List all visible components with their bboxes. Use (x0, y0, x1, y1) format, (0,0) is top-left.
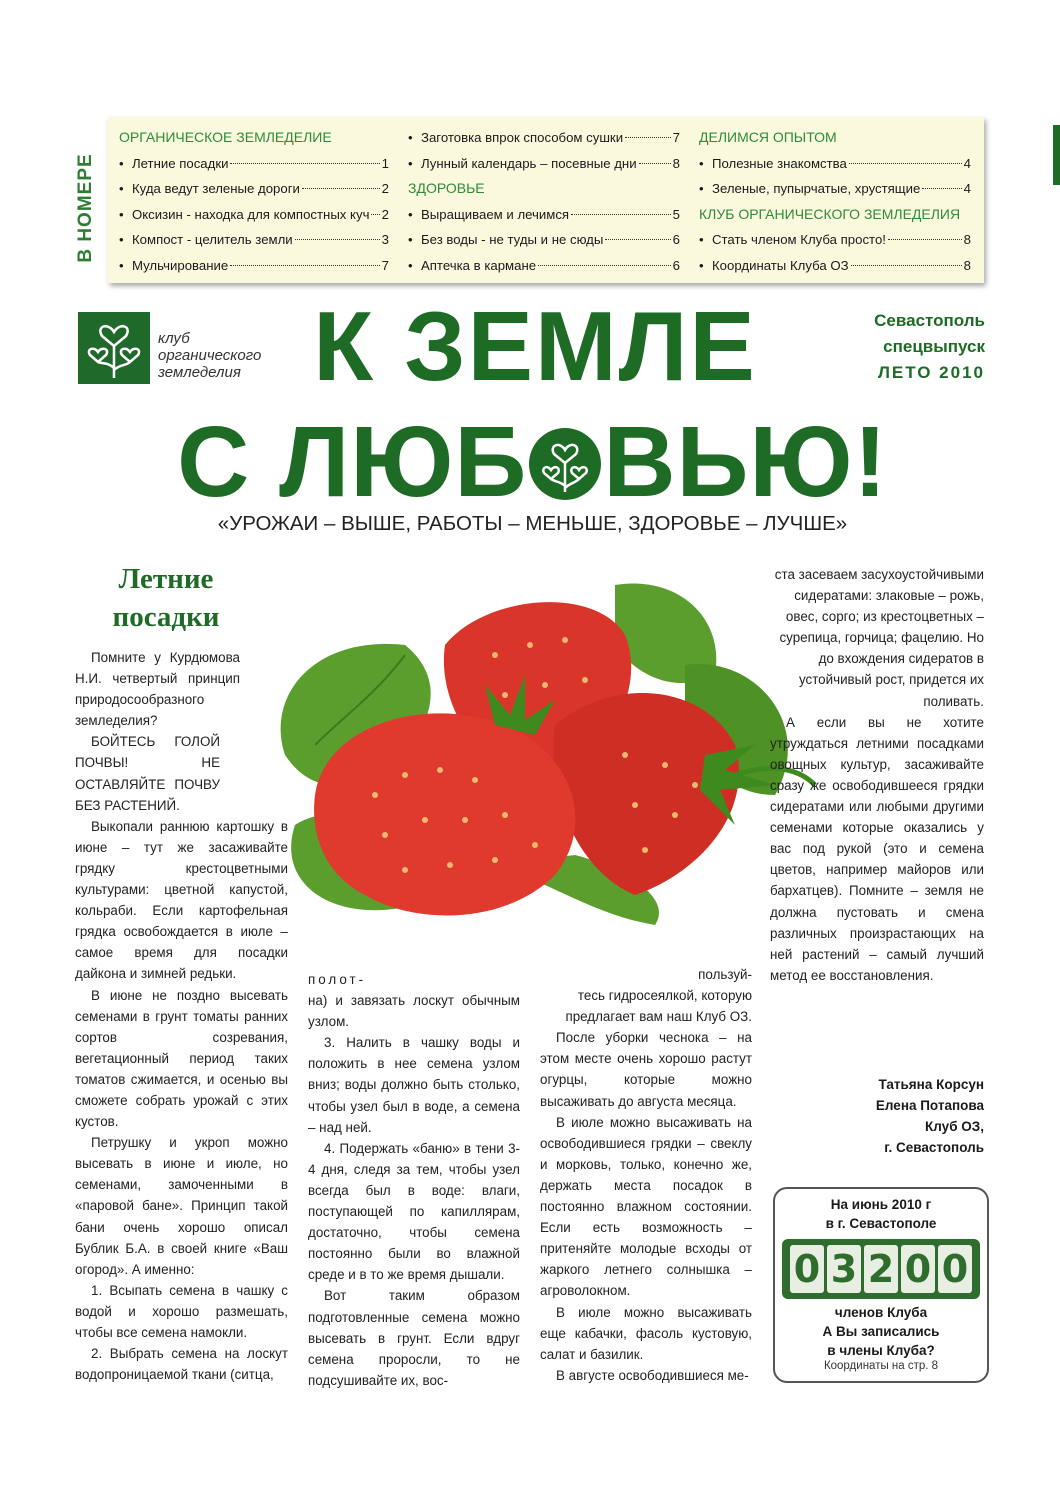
contents-heading: ЗДОРОВЬЕ (408, 180, 485, 196)
paragraph: 4. Подержать «баню» в тени 3-4 дня, следя за тем, чтобы узел всегда был в воде: влаги, поступающей по капиллярам, достаточно, чтобы семена постоянно были во влажной среде и в то же время дышали. (308, 1140, 520, 1283)
edition-info: Севастополь спецвыпуск ЛЕТО 2010 (874, 311, 985, 382)
paragraph: пользуй- (698, 967, 752, 982)
digit: 2 (864, 1245, 898, 1293)
contents-item[interactable]: • Лунный календарь – посевные дни 8 (408, 155, 680, 171)
masthead-title-line-2: С ЛЮБ ВЬЮ! (177, 406, 888, 518)
contents-item[interactable]: • Аптечка в кармане 6 (408, 257, 680, 273)
article-authors: Татьяна Корсун Елена Потапова Клуб ОЗ, г. Севастополь (875, 1077, 984, 1155)
contents-item[interactable]: • Зеленые, пупырчатые, хрустящие 4 (699, 181, 971, 196)
contents-column-1 (119, 125, 389, 278)
paragraph: В июне не поздно высевать семенами в грунт томаты ранних сортов созревания, вегетационный период таких томатов сжимается, и осенью вы сможете собрать урожай с этих кустов. (75, 987, 288, 1130)
paragraph: В июле можно высаживать на освободившиеся грядки – свеклу и морковь, только, конечно же, держать места посадок в постоянно влажном состоянии. Если есть возможность – притеняйте молодые всходы от жаркого летнего солнышка – агроволокном. (540, 1114, 752, 1299)
contents-heading: ДЕЛИМСЯ ОПЫТОМ (699, 129, 837, 145)
paragraph: В июле можно высаживать еще кабачки, фасоль кустовую, салат и базилик. (540, 1304, 752, 1362)
member-count-digits (782, 1239, 980, 1299)
contents-heading: ОРГАНИЧЕСКОЕ ЗЕМЛЕДЕЛИЕ (119, 129, 332, 145)
paragraph: Вот таким образом подготовленные семена можно высевать в грунт. Если вдруг семена проросли, то не подсушивайте их, вос- (308, 1288, 520, 1388)
paragraph: 3. Налить в чашку воды и положить в нее семена узлом вниз; воды должно быть столько, чтобы узел был в воде, а семена – над ней. (308, 1035, 520, 1135)
paragraph: на) и завязать лоскут обычным узлом. (308, 993, 520, 1030)
paragraph: 1. Всыпать семена в чашку с водой и хорошо размешать, чтобы все семена намокли. (75, 1282, 288, 1340)
paragraph: Петрушку и укроп можно высевать в июне и июле, но семенами, замоченными в «паровой бане». Принцип такой бани очень хорошо описал Бублик Б.А. в своей книге «Ваш огород». А именно: (75, 1135, 288, 1277)
contents-side-label: В НОМЕРЕ (75, 152, 96, 263)
article-column-3 (540, 964, 752, 1386)
article-column-4 (770, 564, 984, 986)
contents-item[interactable]: • Куда ведут зеленые дороги 2 (119, 181, 389, 196)
article-heading: Летние посадки (112, 563, 220, 633)
contents-column-3 (699, 125, 971, 278)
club-logo-text: клуб органического земледелия (158, 330, 262, 381)
club-logo-icon (78, 312, 150, 384)
strawberry-illustration (255, 575, 825, 945)
paragraph: полот- (308, 972, 367, 987)
digit: 3 (827, 1245, 861, 1293)
page-edge-bar (1053, 125, 1060, 185)
digit: 0 (901, 1245, 935, 1293)
paragraph: тесь гидросеялкой, которую предлагает вам наш Клуб ОЗ. (565, 988, 752, 1025)
article-column-1 (75, 647, 288, 1385)
digit: 0 (938, 1245, 972, 1293)
paragraph: В августе освободившиеся ме- (556, 1367, 749, 1383)
table-of-contents (108, 117, 984, 283)
digit: 0 (790, 1245, 824, 1293)
paragraph: ста засеваем засухоустойчивыми сидератами: злаковые – рожь, овес, сорго; из крестоцветных – сурепица, горчица; фацелию. Но до вхождения сидератов в устойчивый рост, придется их поливать. (774, 567, 984, 709)
paragraph: Выкопали раннюю картошку в июне – тут же засаживайте грядку крестоцветными культурами: цветной капустой, кольраби. Если картофельная грядка освобождается в июле – самое время для посадки дайкона и зимней редьки. (75, 818, 288, 982)
contents-item[interactable]: • Без воды - не туды и не сюды 6 (408, 232, 680, 247)
masthead-title-line-1: К ЗЕМЛЕ (313, 291, 757, 401)
article-column-2 (308, 969, 520, 1391)
contents-item[interactable]: • Выращиваем и лечимся 5 (408, 206, 680, 222)
masthead-slogan: «УРОЖАИ – ВЫШЕ, РАБОТЫ – МЕНЬШЕ, ЗДОРОВЬЕ – ЛУЧШЕ» (217, 512, 848, 535)
contents-item[interactable]: • Заготовка впрок способом сушки 7 (408, 130, 680, 145)
member-counter-box: На июнь 2010 г в г. Севастополе 0 3 2 0 0 членов Клуба А Вы записались в члены Клуба? Координаты на стр. 8 (773, 1187, 989, 1383)
paragraph: 2. Выбрать семена на лоскут водопроницаемой ткани (ситца, (75, 1346, 288, 1383)
contents-item[interactable]: • Летние посадки 1 (119, 155, 389, 171)
contents-column-2 (408, 125, 680, 278)
paragraph: А если вы не хотите утруждаться летними посадками овощных культур, засаживайте сразу же освободившееся грядки сидератами или любыми другими семенами которые оказались у вас под рукой (это и семена цветов, например майоров или бархатцев). Помните – земля не должна пустовать и смена различных произрастающих на ней растений – самый лучший метод ее восстановления. (770, 714, 984, 983)
paragraph: После уборки чеснока – на этом месте очень хорошо растут огурцы, которые можно высаживать до августа месяца. (540, 1030, 752, 1109)
contents-item[interactable]: • Мульчирование 7 (119, 257, 389, 273)
contents-item[interactable]: • Стать членом Клуба просто! 8 (699, 232, 971, 247)
contents-heading: КЛУБ ОРГАНИЧЕСКОГО ЗЕМЛЕДЕЛИЯ (699, 205, 961, 222)
paragraph: Помните у Курдюмова Н.И. четвертый принцип природосообразного земледелия? (75, 650, 240, 729)
contents-item[interactable]: • Компост - целитель земли 3 (119, 232, 389, 247)
heart-flower-icon (529, 428, 601, 500)
contents-item[interactable]: • Оксизин - находка для компостных куч 2 (119, 206, 389, 222)
paragraph: БОЙТЕСЬ ГОЛОЙ ПОЧВЫ! НЕ ОСТАВЛЯЙТЕ ПОЧВУ БЕЗ РАСТЕНИЙ. (75, 734, 220, 813)
contents-item[interactable]: • Полезные знакомства 4 (699, 155, 971, 171)
contents-item[interactable]: • Координаты Клуба ОЗ 8 (699, 257, 971, 273)
